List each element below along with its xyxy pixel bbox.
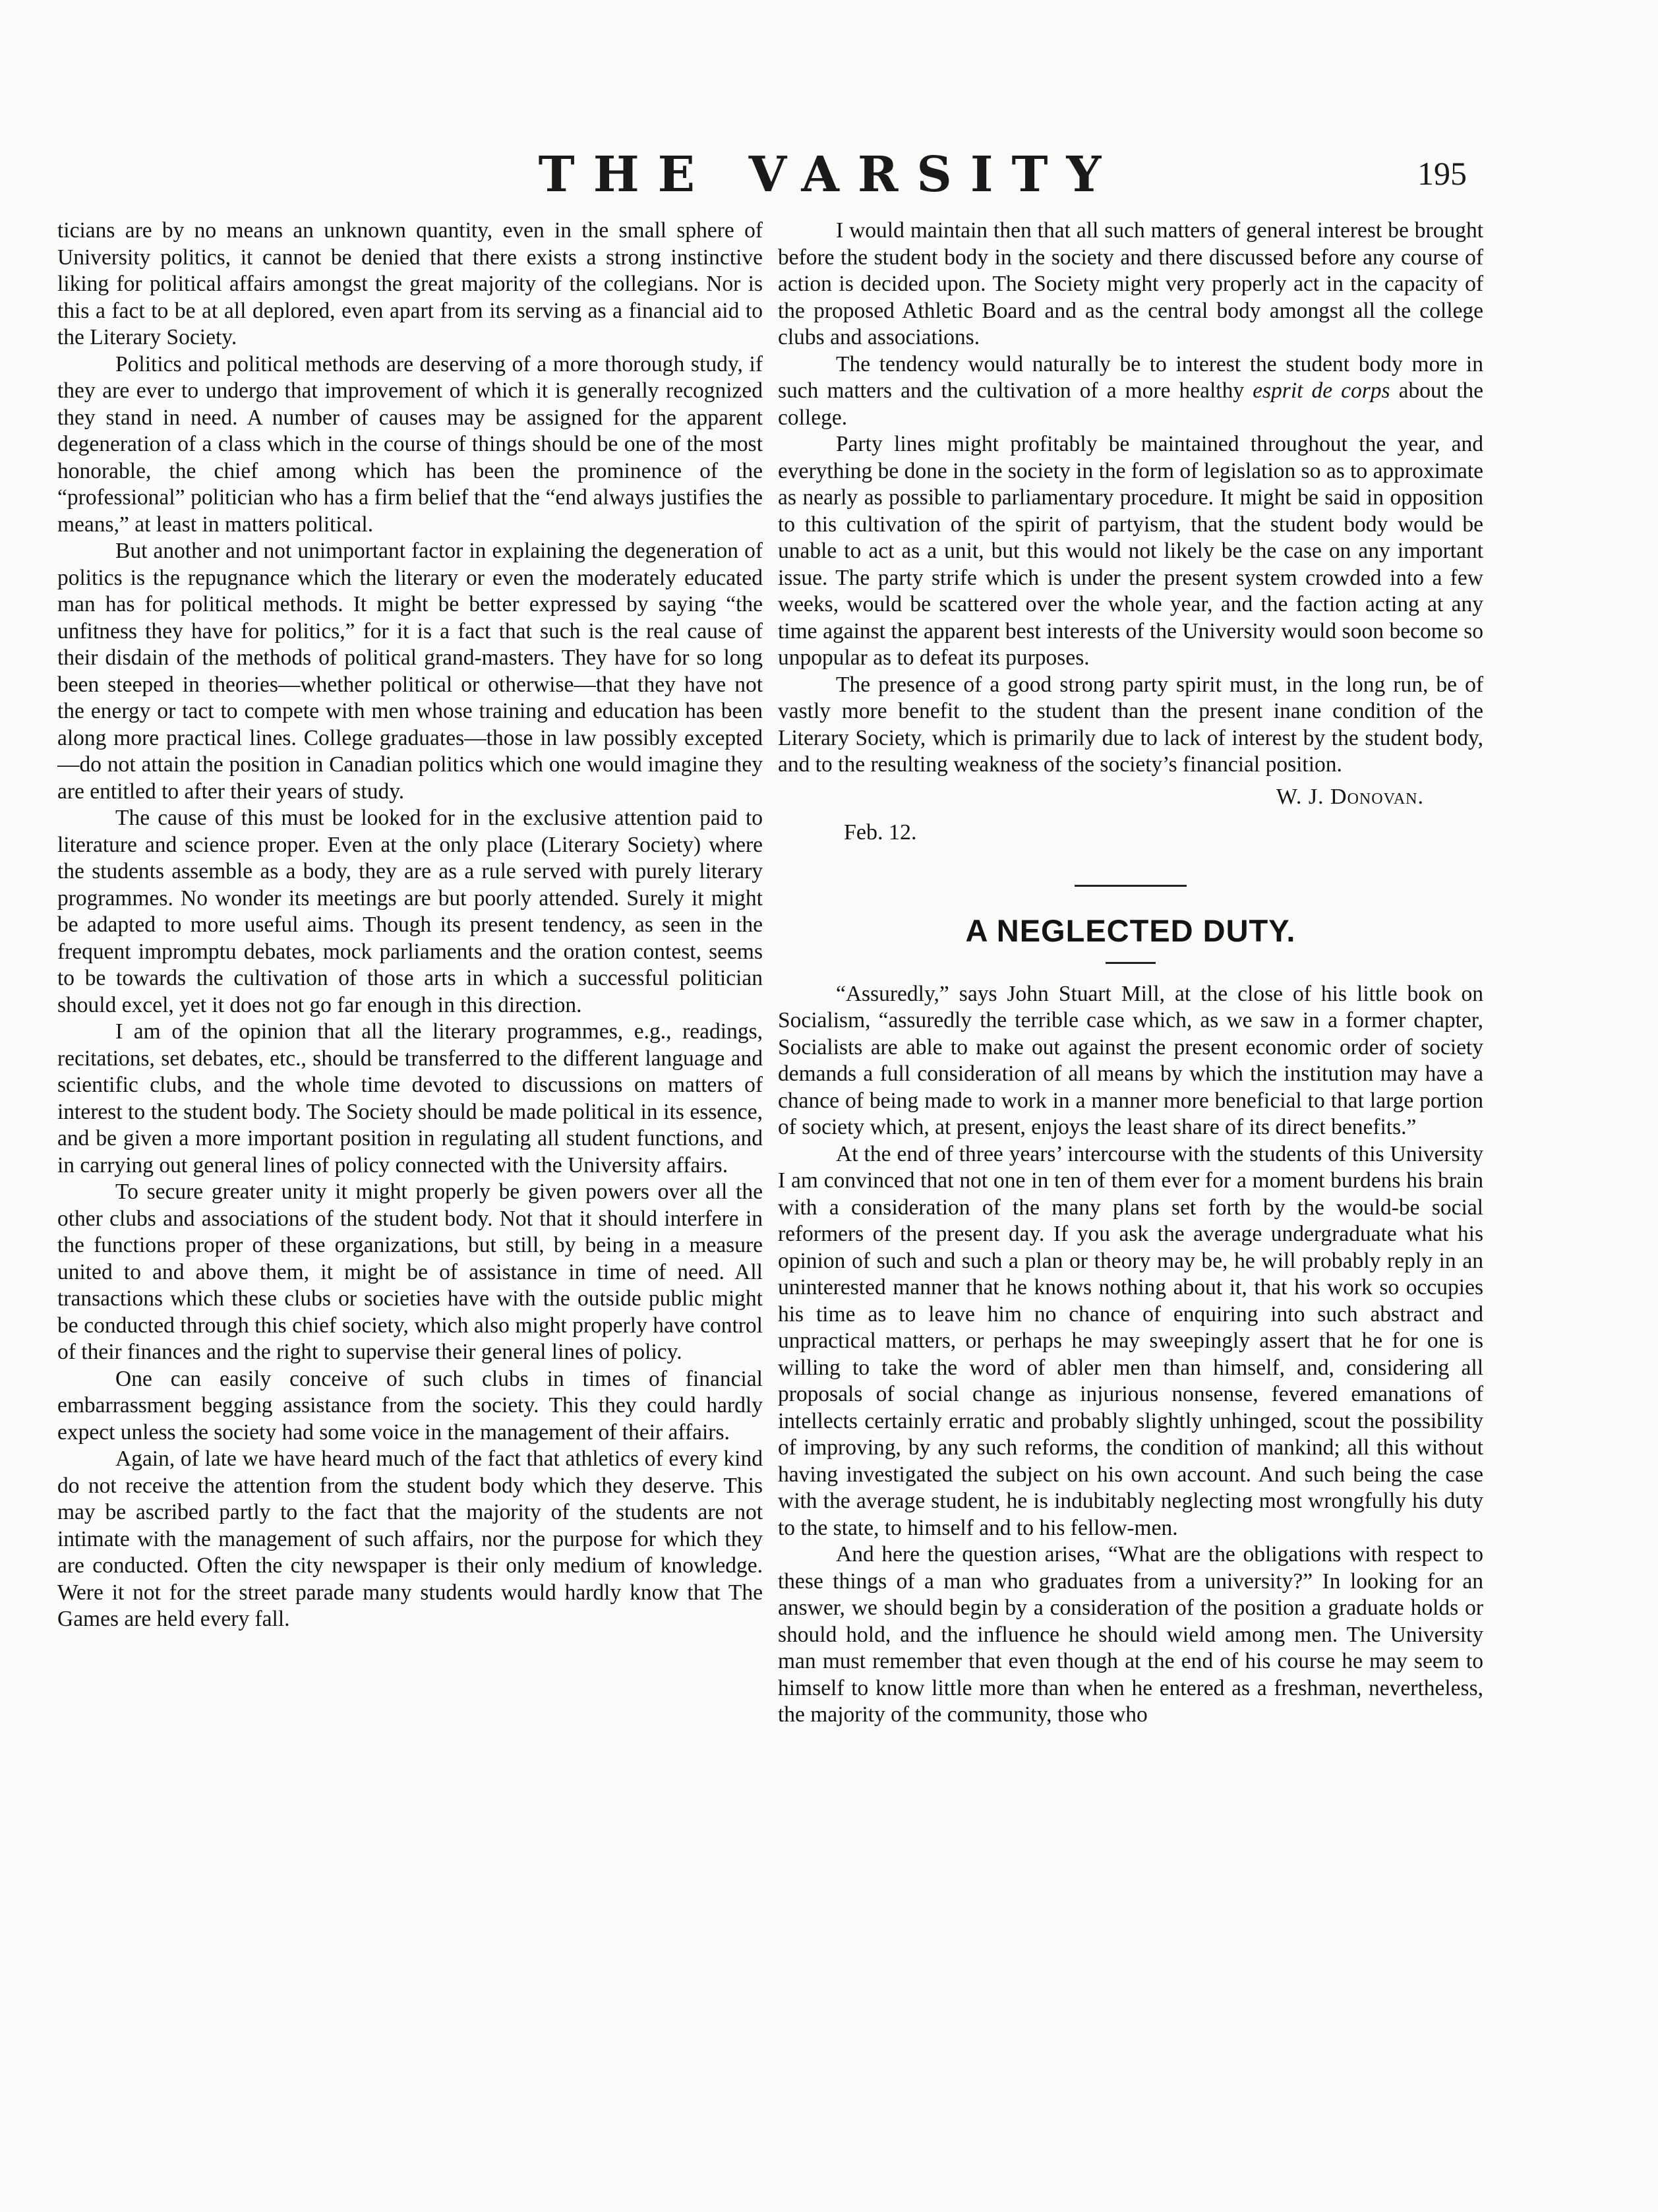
paragraph: The presence of a good strong party spirit must, in the long run, be of vastly more benefit to the student than the present inane condition of the Literary Society, which is primarily due to lack of interest by the student body, and to the resulting weakness of the society’s financial position. [778,672,1483,777]
right-column [778,218,1483,2169]
paragraph: I am of the opinion that all the literary programmes, e.g., readings, recitations, set debates, etc., should be transferred to the different language and scientific clubs, and the whole time devoted to discussions on matters of interest to the student body. The Society should be made political in its essence, and be given a more important position in regulating all student functions, and in carrying out general lines of policy connected with the University affairs. [57,1019,763,1178]
paragraph: One can easily conceive of such clubs in times of financial embarrassment begging assistance from the society. This they could hardly expect unless the society had some voice in the management of their affairs. [57,1366,763,1445]
paragraph [778,351,1483,432]
paragraph: I would maintain then that all such matters of general interest be brought before the student body in the society and there discussed before any course of action is decided upon. The Society might very properly act in the capacity of the proposed Athletic Board and as the central body amongst all the college clubs and associations. [778,218,1483,349]
paragraph: Party lines might profitably be maintained throughout the year, and everything be done in the society in the form of legislation so as to approximate as nearly as possible to parliamentary procedure. It might be said in opposition to this cultivation of the spirit of partyism, that the student body would be unable to act as a unit, but this would not likely be the case on any important issue. The party strife which is under the present system crowded into a few weeks, would be scattered over the whole year, and the faction acting at any time against the apparent best interests of the University would soon become so unpopular as to defeat its purposes. [778,432,1483,670]
paragraph-text: The tendency would naturally be to interest the student body more in such matters and the cultivation of a more healthy [778,351,1483,403]
left-column [57,218,763,2169]
section-divider [1075,885,1187,887]
author-signature: W. J. Donovan. [1276,784,1424,809]
page-number: 195 [1417,155,1467,192]
dateline: Feb. 12. [844,820,917,845]
paragraph: “Assuredly,” says John Stuart Mill, at the close of his little book on Socialism, “assuredly the terrible case which, as we saw in a former chapter, Socialists are able to make out against the present economic order of society demands a full consideration of all means by which the institution may have a chance of being made to work in a manner more beneficial to that large portion of society which, at present, enjoys the least share of its direct benefits.” [778,981,1483,1139]
paragraph: But another and not unimportant factor in explaining the degeneration of politics is the repugnance which the literary or even the moderately educated man has for political methods. It might be better expressed by saying “the unfitness they have for politics,” for it is a fact that such is the real cause of their disdain of the methods of political grand-masters. They have for so long been steeped in theories—whether political or otherwise—that they have not the energy or tact to compete with men whose training and education has been along more practical lines. College graduates—those in law possibly excepted—do not attain the position in Canadian politics which one would imagine they are entitled to after their years of study. [57,539,763,804]
paragraph: Politics and political methods are deserving of a more thorough study, if they are ever to undergo that improvement of which it is generally recognized they stand in need. A number of causes may be assigned for the apparent degeneration of a class which in the course of things should be one of the most honorable, the chief among which has been the prominence of the “professional” politician who has a firm belief that the “end always justifies the means,” at least in matters political. [57,351,763,537]
paragraph: And here the question arises, “What are the obligations with respect to these things of a man who graduates from a university?” In looking for an answer, we should begin by a consideration of the position a graduate holds or should hold, and the influence he should wield among men. The University man must remember that even though at the end of his course he may seem to himself to know little more than when he entered as a freshman, nevertheless, the majority of the community, those who [778,1542,1483,1727]
paragraph: To secure greater unity it might properly be given powers over all the other clubs and associations of the student body. Not that it should interfere in the functions proper of these organizations, but still, by being in a measure united to and above them, it might be of assistance in time of need. All transactions which these clubs or societies have with the outside public might be conducted through this chief society, which also might properly have control of their finances and the right to supervise their general lines of policy. [57,1180,763,1364]
paragraph: ticians are by no means an unknown quantity, even in the small sphere of University politics, it cannot be denied that there exists a strong instinctive liking for political affairs amongst the great majority of the collegians. Nor is this a fact to be at all deplored, even apart from its serving as a financial aid to the Literary Society. [57,218,763,349]
paragraph: At the end of three years’ intercourse with the students of this University I am convinced that not one in ten of them ever for a moment burdens his brain with a consideration of the many plans set forth by the would-be social reformers of the present day. If you ask the average undergraduate what his opinion of such and such a plan or theory may be, he will probably reply in an uninterested manner that he knows nothing about it, that his work so occupies his time as to leave him no chance of enquiring into such abstract and unpractical matters, or perhaps he may sweepingly assert that he for one is willing to take the word of abler men than himself, and, considering all proposals of social change as injurious nonsense, fevered emanations of intellects certainly erratic and probably slightly unhinged, scout the possibility of improving, by any such reforms, the condition of mankind; all this without having investigated the subject on his own account. And such being the case with the average student, he is indubitably neglecting most wrongfully his duty to the state, to himself and to his fellow-men. [778,1141,1483,1540]
article-title: A NEGLECTED DUTY. [965,912,1296,948]
paragraph: Again, of late we have heard much of the fact that athletics of every kind do not receive the attention from the student body which they deserve. This may be ascribed partly to the fact that the majority of the students are not intimate with the management of such affairs, nor the purpose for which they are conducted. Often the city newspaper is their only medium of knowledge. Were it not for the street parade many students would hardly know that The Games are held every fall. [57,1447,763,1631]
paragraph: The cause of this must be looked for in the exclusive attention paid to literature and science proper. Even at the only place (Literary Society) where the students assemble as a body, they are as a rule served with purely literary programmes. No wonder its meetings are but poorly attended. Surely it might be adapted to more useful aims. Though its present tendency, as seen in the frequent impromptu debates, mock parliaments and the oration contest, seems to be towards the cultivation of those arts in which a successful politician should excel, yet it does not go far enough in this direction. [57,806,763,1017]
paragraph-text: about the college. [778,378,1483,430]
italic-phrase: esprit de corps [1253,378,1390,403]
masthead [0,145,1658,204]
title-divider [1106,962,1156,964]
masthead-title: THE VARSITY [538,146,1120,203]
